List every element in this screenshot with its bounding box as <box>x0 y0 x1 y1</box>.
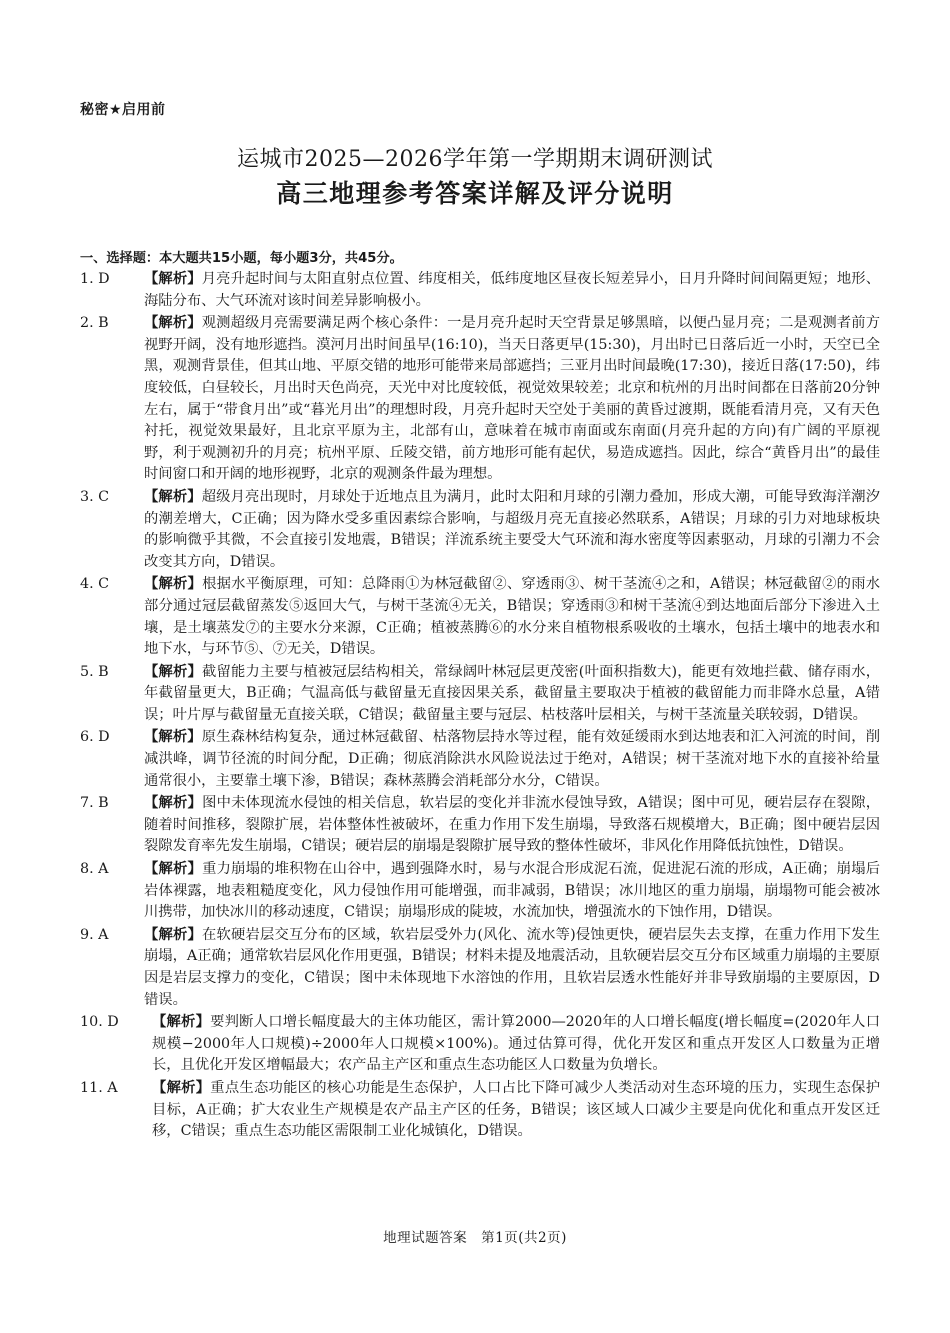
explanation-text: 要判断人口增长幅度最大的主体功能区，需计算2000—2020年的人口增长幅度(增长幅度=(2020年人口规模−2000年人口规模)÷2000年人口规模×100%)。通过估算可得，优化开发区和重点开发区人口数量为正增长，且优化开发区增幅最大；农产品主产区和重点生态功能区人口数量为负增长。 <box>152 1014 881 1074</box>
explanation-text: 根据水平衡原理，可知：总降雨①为林冠截留②、穿透雨③、树干茎流④之和，A错误；林冠截留②的雨水部分通过冠层截留蒸发⑤返回大气，与树干茎流④无关，B错误；穿透雨③和树干茎流④到达地面后部分下渗进入土壤，是土壤蒸发⑦的主要水分来源，C正确；植被蒸腾⑥的水分来自植物根系吸收的土壤水，包括土壤中的地表水和地下水，与环节⑤、⑦无关，D错误。 <box>144 576 881 658</box>
explanation-text: 截留能力主要与植被冠层结构相关，常绿阔叶林冠层更茂密(叶面积指数大)，能更有效地拦截、储存雨水，年截留量更大，B正确；气温高低与截留量无直接因果关系，截留量主要取决于植被的截留能力而非降水总量，A错误；叶片厚与截留量无直接关联，C错误；截留量主要与冠层、枯枝落叶层相关，与树干茎流量关联较弱，D错误。 <box>144 663 881 723</box>
question-explanation <box>144 859 880 924</box>
question-explanation <box>144 793 880 858</box>
explanation-text: 在软硬岩层交互分布的区域，软岩层受外力(风化、流水等)侵蚀更快，硬岩层失去支撑，在重力作用下发生崩塌，A正确；通常软岩层风化作用更强，B错误；材料未提及地震活动，且软硬岩层交互分布区域重力崩塌的主要原因是岩层支撑力的变化，C错误；图中未体现地下水溶蚀的作用，且软岩层透水性能好并非导致崩塌的主要原因，D错误。 <box>144 926 881 1008</box>
analysis-tag: 【解析】 <box>144 926 202 943</box>
question-5 <box>80 662 880 727</box>
question-label: 1. D <box>80 271 110 287</box>
question-label: 5. B <box>80 663 109 680</box>
question-label: 11. A <box>80 1079 118 1096</box>
question-label: 9. A <box>80 926 109 943</box>
question-2 <box>80 313 880 486</box>
question-label: 2. B <box>80 315 109 332</box>
question-label: 7. B <box>80 795 109 812</box>
answer-content <box>80 249 880 1144</box>
question-8 <box>80 859 880 924</box>
explanation-text: 重力崩塌的堆积物在山谷中，遇到强降水时，易与水混合形成泥石流，促进泥石流的形成，A正确；崩塌后岩体裸露，地表粗糙度变化，风力侵蚀作用可能增强，而非减弱，B错误；冰川地区的重力崩塌，崩塌物可能会被冰川携带，加快冰川的移动速度，C错误；崩塌形成的陡坡，水流加快，增强流水的下蚀作用，D错误。 <box>144 861 881 921</box>
explanation-text: 观测超级月亮需要满足两个核心条件：一是月亮升起时天空背景足够黑暗，以便凸显月亮；二是观测者前方视野开阔，没有地形遮挡。漠河月出时间虽早(16:10)，当天日落更早(15:30)，月出时已日落后近一小时，天空已全黑，观测背景佳，但其山地、平原交错的地形可能带来局部遮挡；三亚月出时间最晚(17:30)，接近日落(17:50)，纬度较低，白昼较长，月出时天色尚亮，天光中对比度较低，视觉效果较差；北京和杭州的月出时间都在日落前20分钟左右，属于“带食月出”或“暮光月出”的理想时段，月亮升起时天空处于美丽的黄昏过渡期，既能看清月亮，又有天色衬托，视觉效果最好，且北京平原为主，北部有山，意味着在城市南面或东南面(月亮升起的方向)有广阔的平原视野，利于观测初升的月亮；杭州平原、丘陵交错，前方地形可能有起伏，易造成遮挡。因此，综合“黄昏月出”的最佳时间窗口和开阔的地形视野，北京的观测条件最为理想。 <box>144 315 881 483</box>
question-10 <box>80 1012 880 1077</box>
explanation-text: 原生森林结构复杂，通过林冠截留、枯落物层持水等过程，能有效延缓雨水到达地表和汇入河流的时间，削减洪峰，调节径流的时间分配，D正确；彻底消除洪水风险说法过于绝对，A错误；树干茎流对地下水的直接补给量通常很小，主要靠土壤下渗，B错误；森林蒸腾会消耗部分水分，C错误。 <box>144 729 881 789</box>
explanation-text: 超级月亮出现时，月球处于近地点且为满月，此时太阳和月球的引潮力叠加，形成大潮，可能导致海洋潮汐的潮差增大，C正确；因为降水受多重因素综合影响，与超级月亮无直接必然联系，A错误；月球的引力对地球板块的影响微乎其微，不会直接引发地震，B错误；洋流系统主要受大气环流和海水密度等因素驱动，月球的引潮力不会改变其方向，D错误。 <box>144 488 881 570</box>
analysis-tag: 【解析】 <box>144 861 203 878</box>
question-label: 3. C <box>80 488 110 505</box>
analysis-tag: 【解析】 <box>144 271 202 287</box>
explanation-text: 重点生态功能区的核心功能是生态保护，人口占比下降可减少人类活动对生态环境的压力，实现生态保护目标，A正确；扩大农业生产规模是农产品主产区的任务，B错误；该区域人口减少主要是向优化和重点开发区迁移，C错误；重点生态功能区需限制工业化城镇化，D错误。 <box>152 1079 880 1140</box>
question-11 <box>80 1078 880 1143</box>
analysis-tag: 【解析】 <box>144 488 202 505</box>
question-9 <box>80 925 880 1011</box>
explanation-text: 月亮升起时间与太阳直射点位置、纬度相关，低纬度地区昼夜长短差异小，日月升降时间间隔更短；地形、海陆分布、大气环流对该时间差异影响极小。 <box>144 271 881 309</box>
question-6 <box>80 727 880 792</box>
question-explanation <box>152 1078 880 1143</box>
question-label: 10. D <box>80 1014 119 1031</box>
question-explanation <box>152 1012 880 1077</box>
explanation-text: 图中未体现流水侵蚀的相关信息，软岩层的变化并非流水侵蚀导致，A错误；图中可见，硬岩层存在裂隙，随着时间推移，裂隙扩展，岩体整体性被破坏，在重力作用下发生崩塌，导致落石规模增大，B正确；图中硬岩层因裂隙发育率先发生崩塌，C错误；硬岩层的崩塌是裂隙扩展导致的整体性破坏，非风化作用降低抗蚀性，D错误。 <box>144 795 881 855</box>
analysis-tag: 【解析】 <box>144 795 203 812</box>
question-explanation <box>144 662 880 727</box>
question-explanation <box>144 313 880 486</box>
question-explanation <box>144 727 880 792</box>
analysis-tag: 【解析】 <box>152 1079 211 1096</box>
question-label: 6. D <box>80 729 110 746</box>
section-heading: 一、选择题：本大题共15小题，每小题3分，共45分。 <box>80 251 403 266</box>
analysis-tag: 【解析】 <box>144 663 202 680</box>
page-footer: 地理试题答案 第1页(共2页) <box>383 1230 567 1246</box>
secret-mark: 秘密★启用前 <box>80 102 166 118</box>
question-explanation <box>144 269 880 312</box>
question-label: 8. A <box>80 861 109 878</box>
question-1 <box>80 269 880 312</box>
question-explanation <box>144 925 880 1011</box>
question-label: 4. C <box>80 576 110 593</box>
document-title: 高三地理参考答案详解及评分说明 <box>276 179 674 208</box>
question-4 <box>80 574 880 660</box>
exam-title: 运城市2025—2026学年第一学期期末调研测试 <box>237 147 713 172</box>
analysis-tag: 【解析】 <box>144 315 202 332</box>
question-3 <box>80 487 880 573</box>
analysis-tag: 【解析】 <box>144 729 202 746</box>
question-explanation <box>144 487 880 573</box>
analysis-tag: 【解析】 <box>144 576 203 593</box>
question-explanation <box>144 574 880 660</box>
question-7 <box>80 793 880 858</box>
analysis-tag: 【解析】 <box>152 1014 211 1031</box>
